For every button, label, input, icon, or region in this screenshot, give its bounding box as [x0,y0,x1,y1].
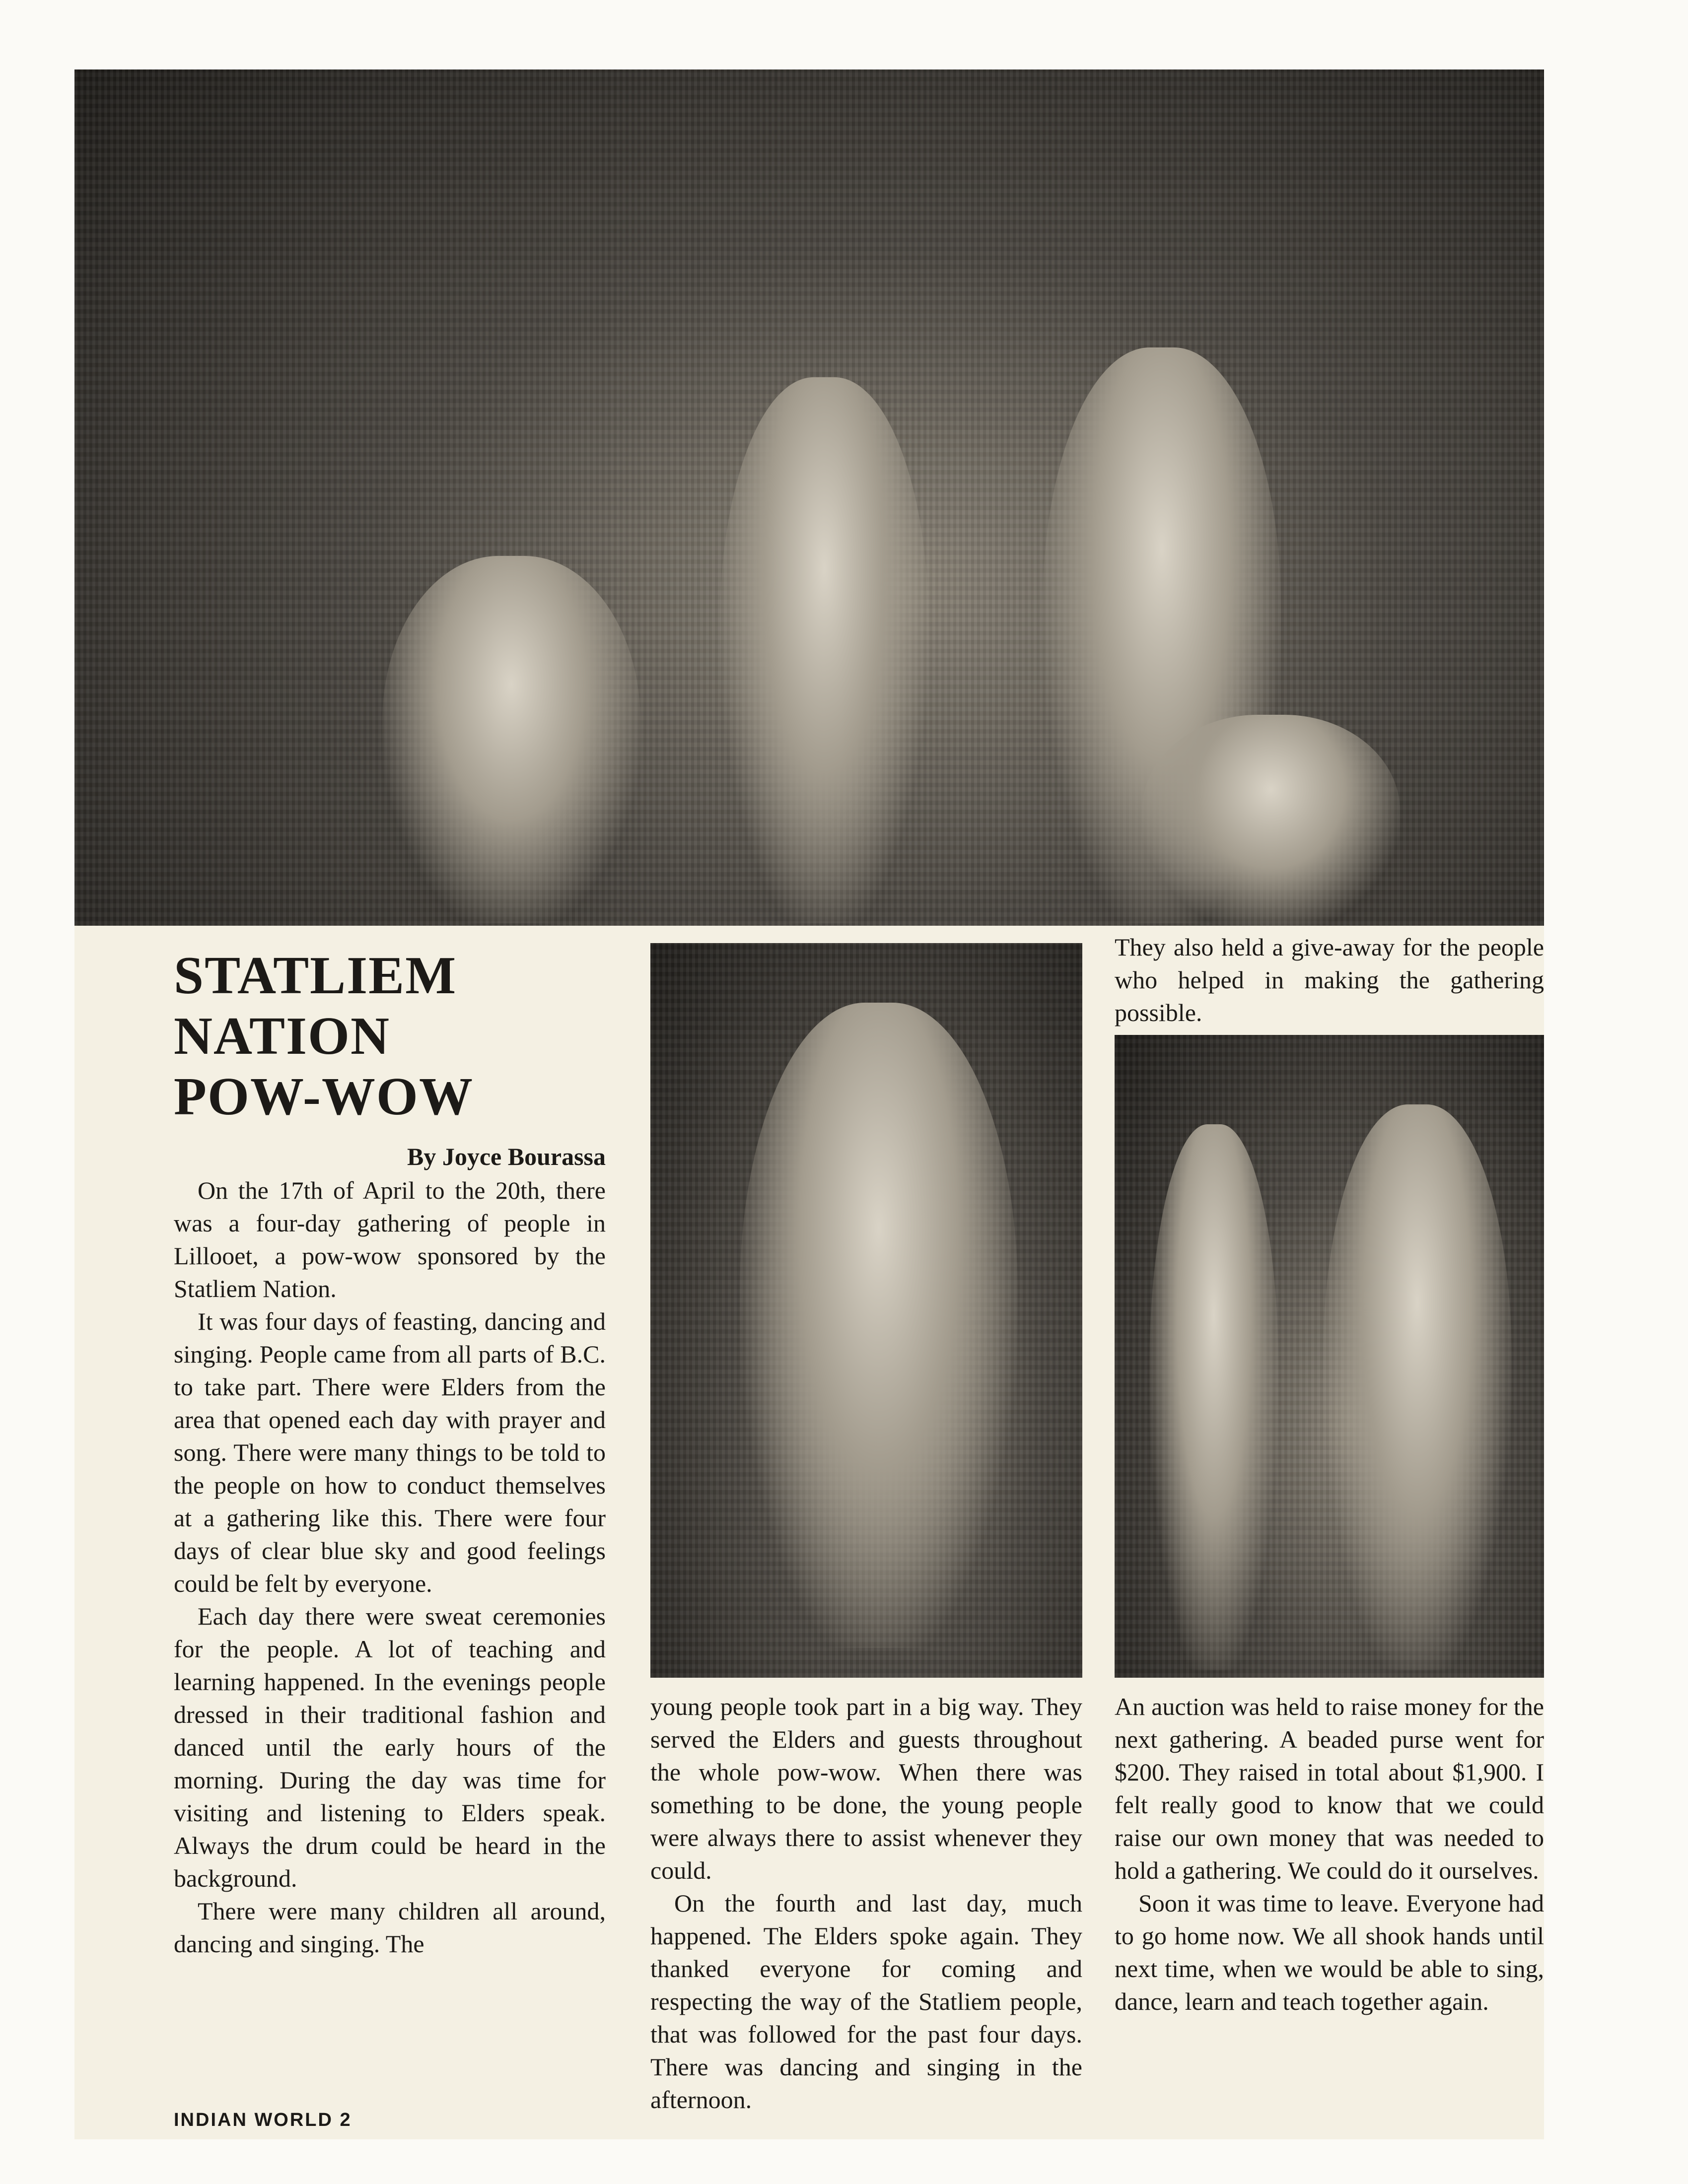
dancer-regalia-photo [650,943,1082,1678]
title-line: NATION [174,1007,391,1066]
paragraph: Each day there were sweat ceremonies for the people. A lot of teaching and learning happened. In the evenings people dressed in their traditional fashion and danced until the early hours of the morning. During the day was time for visiting and listening to Elders speak. Always the drum could be heard in the background. [174,1602,606,1892]
paragraph: An auction was held to raise money for the next gathering. A beaded purse went for $200. They raised in total about $1,900. I felt really good to know that we could raise our own money that was needed to hold a gathering. We could do it ourselves. [1115,1693,1544,1884]
paragraph: On the fourth and last day, much happened. The Elders spoke again. They thanked everyone for coming and respecting the way of the Statliem people, that was followed for the past four days. There was dancing and singing in the afternoon. [650,1889,1082,2114]
text-column-center [650,1690,1082,2116]
text-column-left [174,1174,606,1960]
photo-figure [1323,1104,1512,1670]
photo-figure [740,1003,1018,1648]
photo-figure [720,377,928,923]
paragraph: young people took part in a big way. They served the Elders and guests throughout the whole pow-wow. When there was something to be done, the young people were always there to assist whenever they could. [650,1693,1082,1884]
paragraph: Soon it was time to leave. Everyone had to go home now. We all shook hands until next time, when we would be able to sing, dance, learn and teach together again. [1115,1889,1544,2015]
paragraph: They also held a give-away for the people who helped in making the gathering possible. [1115,933,1544,1026]
text-column-right-bottom [1115,1690,1544,2018]
publication-footer: INDIAN WORLD 2 [174,2110,352,2130]
paragraph: It was four days of feasting, dancing and singing. People came from all parts of B.C. to take part. There were Elders from the area that opened each day with prayer and song. There were many things to be told to the people on how to conduct themselves at a gathering like this. There were four days of clear blue sky and good feelings could be felt by everyone. [174,1307,606,1597]
title-line: STATLIEM [174,946,457,1005]
pow-wow-crowd-photo [74,69,1544,926]
byline: By Joyce Bourassa [407,1143,606,1170]
magazine-page [74,69,1544,2139]
text-column-right-top [1115,931,1544,1029]
article-title [174,946,606,1127]
photo-figure [382,556,640,923]
title-line: POW-WOW [174,1067,474,1126]
paragraph: There were many children all around, dancing and singing. The [174,1897,606,1958]
paragraph: On the 17th of April to the 20th, there was a four-day gathering of people in Lillooet, a pow-wow sponsored by the Statliem Nation. [174,1176,606,1302]
photo-figure [1149,1124,1278,1670]
photo-figure [1142,715,1400,926]
give-away-photo [1115,1035,1544,1678]
